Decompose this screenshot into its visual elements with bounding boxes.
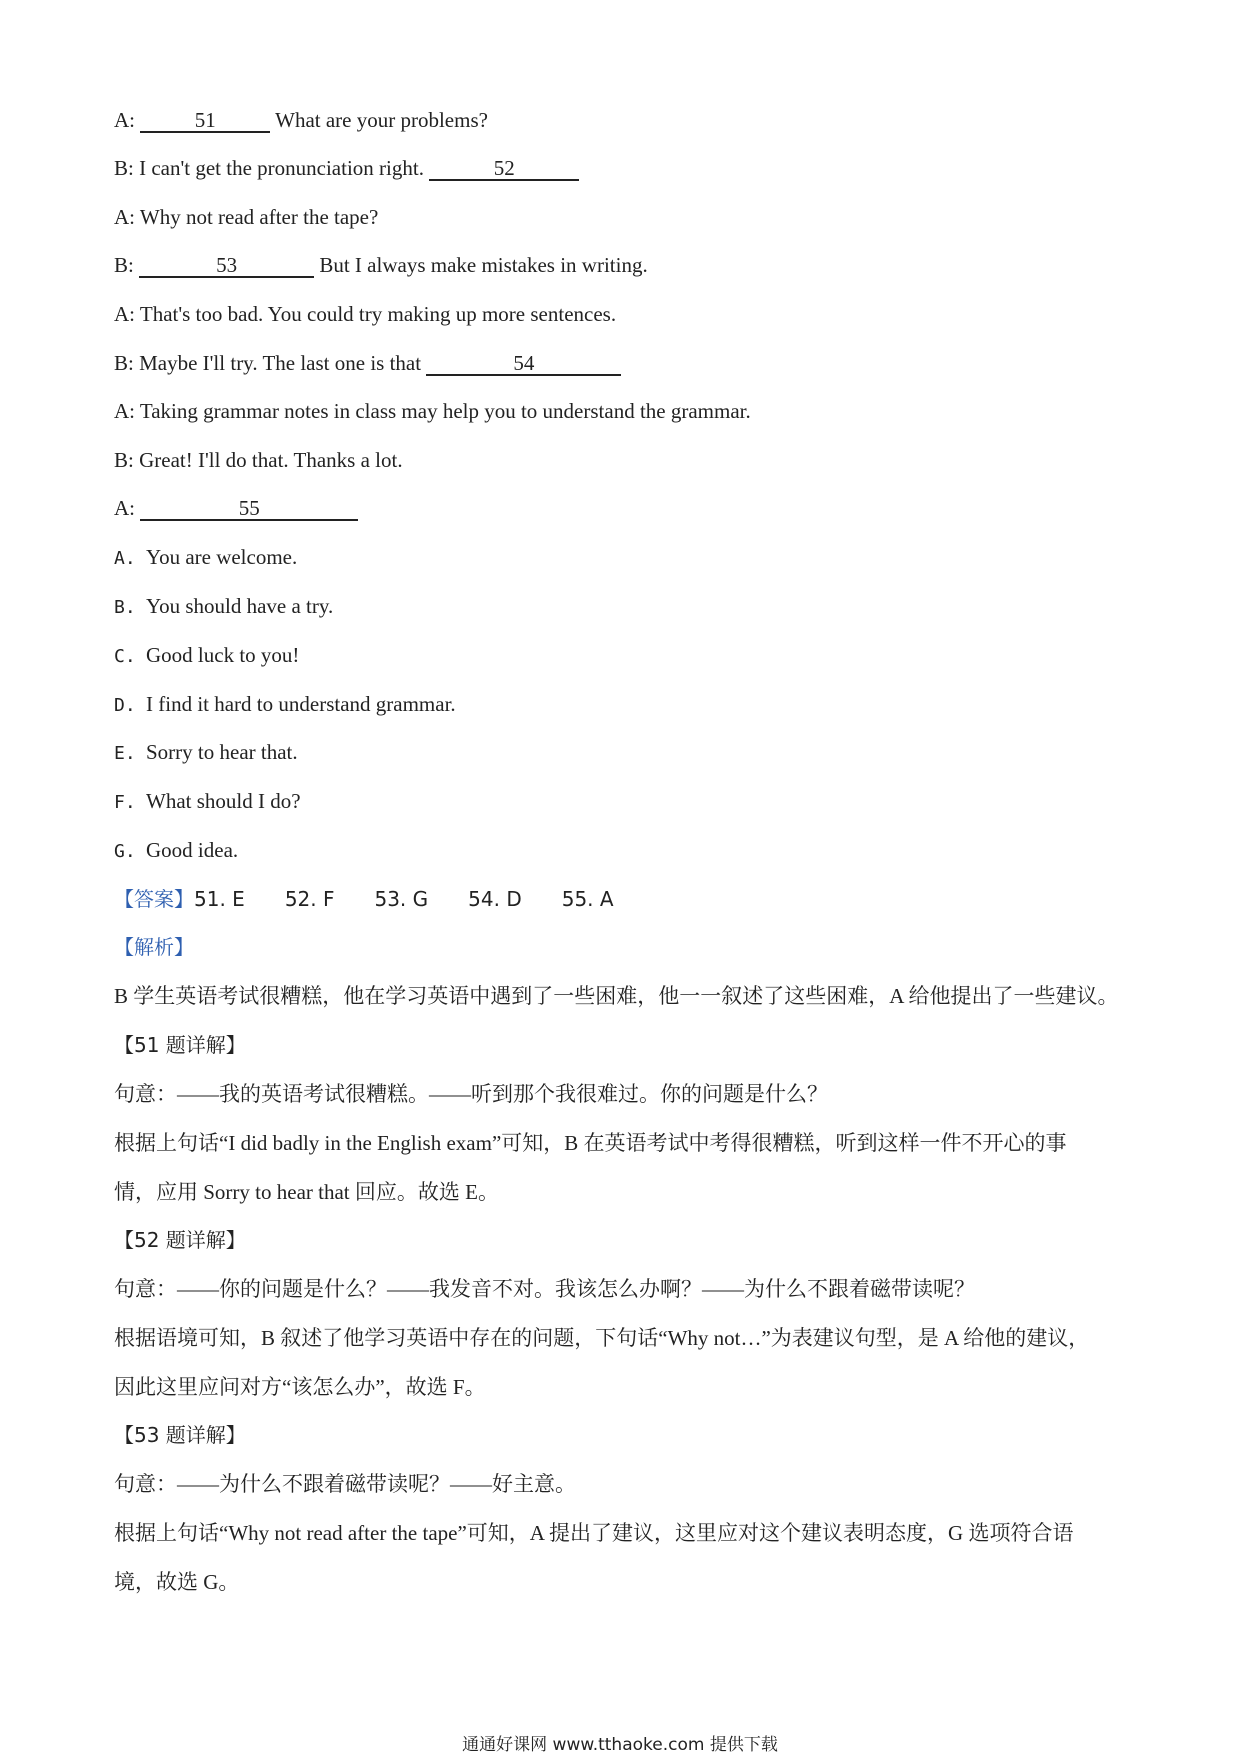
detail-reason-53-b: 境，故选 G。 — [114, 1570, 240, 1594]
speaker: B: — [114, 253, 134, 277]
detail-heading-52: 【52 题详解】 — [114, 1228, 246, 1252]
option-letter: A. — [114, 548, 136, 569]
dialogue-line-6 — [114, 348, 621, 378]
dialogue-line-9 — [114, 493, 358, 523]
dialogue-text: That's too bad. You could try making up more sentences. — [135, 302, 617, 326]
option-text: I find it hard to understand grammar. — [146, 692, 456, 716]
speaker: B: — [114, 351, 134, 375]
speaker: A: — [114, 302, 135, 326]
analysis-summary: B 学生英语考试很糟糕，他在学习英语中遇到了一些困难，他一一叙述了这些困难，A 给他提出了一些建议。 — [114, 984, 1119, 1008]
dialogue-line-1 — [114, 105, 488, 135]
dialogue-line-7 — [114, 396, 751, 426]
speaker: A: — [114, 496, 135, 520]
dialogue-line-3 — [114, 202, 378, 232]
dialogue-line-5 — [114, 299, 616, 329]
detail-reason-53-a: 根据上句话“Why not read after the tape”可知，A 提出了建议，这里应对这个建议表明态度，G 选项符合语 — [114, 1521, 1074, 1545]
detail-meaning-51: 句意：——我的英语考试很糟糕。——听到那个我很难过。你的问题是什么？ — [114, 1082, 828, 1106]
dialogue-line-4 — [114, 250, 648, 280]
option-d — [114, 689, 456, 721]
option-text: Good idea. — [146, 838, 239, 862]
detail-meaning-52: 句意：——你的问题是什么？——我发音不对。我该怎么办啊？——为什么不跟着磁带读呢？ — [114, 1277, 975, 1301]
option-text: You are welcome. — [146, 545, 298, 569]
dialogue-text: Taking grammar notes in class may help you to understand the grammar. — [135, 399, 751, 423]
detail-reason-51-b: 情，应用 Sorry to hear that 回应。故选 E。 — [114, 1180, 499, 1204]
option-letter: F. — [114, 792, 136, 813]
option-letter: B. — [114, 597, 136, 618]
option-letter: E. — [114, 743, 136, 764]
detail-heading-51: 【51 题详解】 — [114, 1033, 246, 1057]
speaker: A: — [114, 205, 135, 229]
dialogue-text: What are your problems? — [270, 108, 488, 132]
answer-item: 51. E — [194, 887, 245, 911]
option-b — [114, 591, 333, 623]
speaker: A: — [114, 108, 135, 132]
speaker: A: — [114, 399, 135, 423]
dialogue-text: Why not read after the tape? — [135, 205, 379, 229]
blank-55[interactable]: 55 — [140, 493, 358, 521]
blank-51[interactable]: 51 — [140, 105, 270, 133]
option-text: You should have a try. — [146, 594, 334, 618]
analysis-label: 【解析】 — [114, 935, 194, 959]
option-text: What should I do? — [146, 789, 301, 813]
option-g — [114, 835, 238, 867]
answer-label: 【答案】 — [114, 887, 194, 911]
blank-52[interactable]: 52 — [429, 153, 579, 181]
option-letter: C. — [114, 646, 136, 667]
dialogue-line-2 — [114, 153, 579, 183]
dialogue-text: Maybe I'll try. The last one is that — [133, 351, 427, 375]
dialogue-text: Great! I'll do that. Thanks a lot. — [133, 448, 403, 472]
option-f — [114, 786, 301, 818]
speaker: B: — [114, 156, 134, 180]
option-a — [114, 542, 297, 574]
dialogue-text: But I always make mistakes in writing. — [314, 253, 648, 277]
detail-reason-52-a: 根据语境可知，B 叙述了他学习英语中存在的问题，下句话“Why not…”为表建议句型，是 A 给他的建议， — [114, 1326, 1090, 1350]
blank-54[interactable]: 54 — [426, 348, 621, 376]
detail-reason-51-a: 根据上句话“I did badly in the English exam”可知，B 在英语考试中考得很糟糕，听到这样一件不开心的事 — [114, 1131, 1067, 1155]
dialogue-line-8 — [114, 445, 403, 475]
option-c — [114, 640, 299, 672]
detail-reason-52-b: 因此这里应问对方“该怎么办”，故选 F。 — [114, 1375, 486, 1399]
option-letter: G. — [114, 841, 136, 862]
option-text: Sorry to hear that. — [146, 740, 298, 764]
option-letter: D. — [114, 695, 136, 716]
detail-meaning-53: 句意：——为什么不跟着磁带读呢？——好主意。 — [114, 1472, 576, 1496]
dialogue-text: I can't get the pronunciation right. — [133, 156, 430, 180]
detail-heading-53: 【53 题详解】 — [114, 1423, 246, 1447]
speaker: B: — [114, 448, 134, 472]
option-e — [114, 737, 298, 769]
answer-item: 54. D — [468, 887, 522, 911]
answer-item: 55. A — [561, 887, 614, 911]
page-footer: 通通好课网 www.tthaoke.com 提供下载 — [462, 1735, 778, 1755]
blank-53[interactable]: 53 — [139, 250, 314, 278]
option-text: Good luck to you! — [146, 643, 300, 667]
answer-line — [114, 884, 654, 914]
answer-item: 53. G — [374, 887, 429, 911]
answer-item: 52. F — [284, 887, 335, 911]
